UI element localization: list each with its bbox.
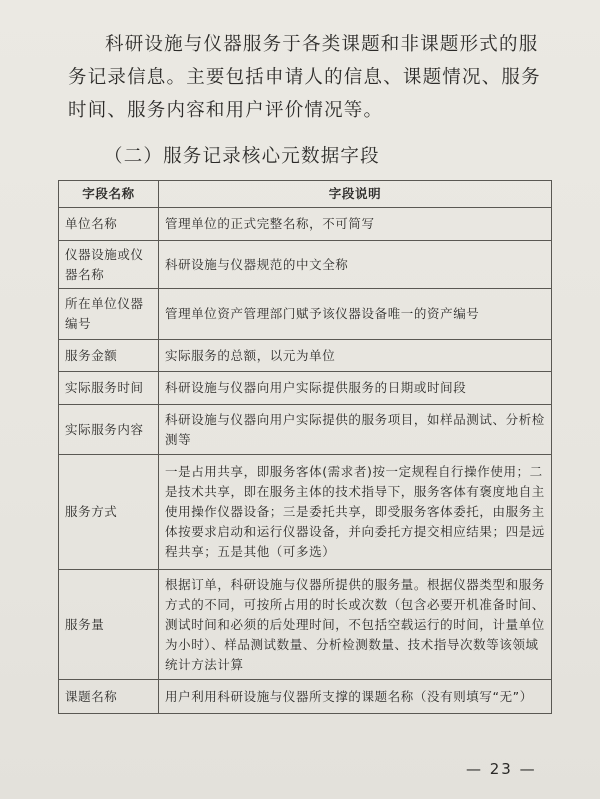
page-number: — 23 — <box>466 760 537 778</box>
field-desc-cell: 管理单位的正式完整名称，不可简写 <box>159 208 552 241</box>
field-desc-cell: 一是占用共享，即服务客体(需求者)按一定规程自行操作使用；二是技术共享，即在服务主体的技术指导下，服务客体有褒度地自主使用操作仪器设备；三是委托共享，即受服务客体委托，由服务主体按要求启动和运行仪器设备，并向委托方提交相应结果；四是远程共享；五是其他（可多选） <box>159 455 552 570</box>
field-desc-cell: 实际服务的总额，以元为单位 <box>159 340 552 372</box>
table-row <box>59 372 552 405</box>
column-header-field-name: 字段名称 <box>59 181 159 208</box>
table-row <box>59 570 552 680</box>
field-name-cell: 服务量 <box>59 570 159 680</box>
field-desc-cell: 科研设施与仪器向用户实际提供的服务项目，如样品测试、分析检测等 <box>159 405 552 455</box>
table-row <box>59 455 552 570</box>
field-name-cell: 实际服务内容 <box>59 405 159 455</box>
field-desc-cell: 科研设施与仪器向用户实际提供服务的日期或时间段 <box>159 372 552 405</box>
table-row <box>59 208 552 241</box>
field-desc-cell: 管理单位资产管理部门赋予该仪器设备唯一的资产编号 <box>159 289 552 340</box>
table-row <box>59 289 552 340</box>
field-name-cell: 实际服务时间 <box>59 372 159 405</box>
table-row <box>59 340 552 372</box>
field-desc-cell: 根据订单，科研设施与仪器所提供的服务量。根据仪器类型和服务方式的不同，可按所占用的时长或次数（包含必要开机准备时间、测试时间和必须的后处理时间，不包括空载运行的时间，计量单位为小时）、样品测试数量、分析检测数量、技术指导次数等该领域统计方法计算 <box>159 570 552 680</box>
intro-paragraph: 科研设施与仪器服务于各类课题和非课题形式的服务记录信息。主要包括申请人的信息、课题情况、服务时间、服务内容和用户评价情况等。 <box>68 34 541 121</box>
section-heading: （二）服务记录核心元数据字段 <box>104 146 380 167</box>
field-desc-cell: 科研设施与仪器规范的中文全称 <box>159 241 552 289</box>
column-header-field-desc: 字段说明 <box>159 181 552 208</box>
field-desc-cell: 用户利用科研设施与仪器所支撑的课题名称（没有则填写“无”） <box>159 680 552 714</box>
field-name-cell: 单位名称 <box>59 208 159 241</box>
field-name-cell: 服务方式 <box>59 455 159 570</box>
field-name-cell: 服务金额 <box>59 340 159 372</box>
field-name-cell: 所在单位仪器编号 <box>59 289 159 340</box>
field-name-cell: 课题名称 <box>59 680 159 714</box>
field-name-cell: 仪器设施或仪器名称 <box>59 241 159 289</box>
table-header-row <box>59 181 552 208</box>
table-row <box>59 405 552 455</box>
table-row <box>59 680 552 714</box>
metadata-table <box>58 180 552 714</box>
table-row <box>59 241 552 289</box>
